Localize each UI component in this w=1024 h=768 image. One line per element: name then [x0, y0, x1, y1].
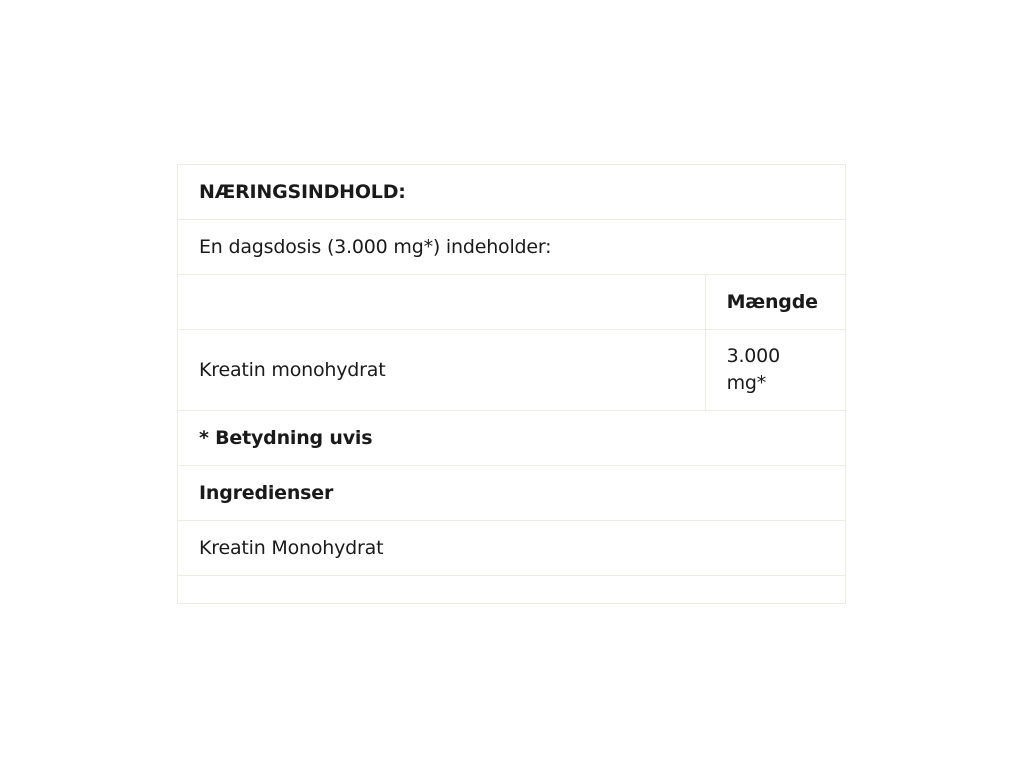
empty-cell — [178, 576, 846, 604]
column-header-row — [178, 275, 846, 330]
empty-header-cell — [178, 275, 706, 330]
footnote-text: * Betydning uvis — [178, 411, 846, 466]
nutrition-table — [177, 164, 846, 604]
nutrient-amount-value: 3.000 — [726, 345, 780, 367]
nutrient-amount — [705, 330, 845, 411]
daily-dose-row — [178, 220, 846, 275]
table-title: NÆRINGSINDHOLD: — [178, 165, 846, 220]
footnote-row — [178, 411, 846, 466]
table-row — [178, 330, 846, 411]
nutrient-name: Kreatin monohydrat — [178, 330, 706, 411]
ingredients-heading: Ingredienser — [178, 466, 846, 521]
nutrient-amount-unit: mg* — [726, 372, 767, 394]
ingredients-value-row — [178, 521, 846, 576]
title-row — [178, 165, 846, 220]
ingredients-value: Kreatin Monohydrat — [178, 521, 846, 576]
empty-row — [178, 576, 846, 604]
amount-column-header: Mængde — [705, 275, 845, 330]
ingredients-heading-row — [178, 466, 846, 521]
daily-dose-text: En dagsdosis (3.000 mg*) indeholder: — [178, 220, 846, 275]
